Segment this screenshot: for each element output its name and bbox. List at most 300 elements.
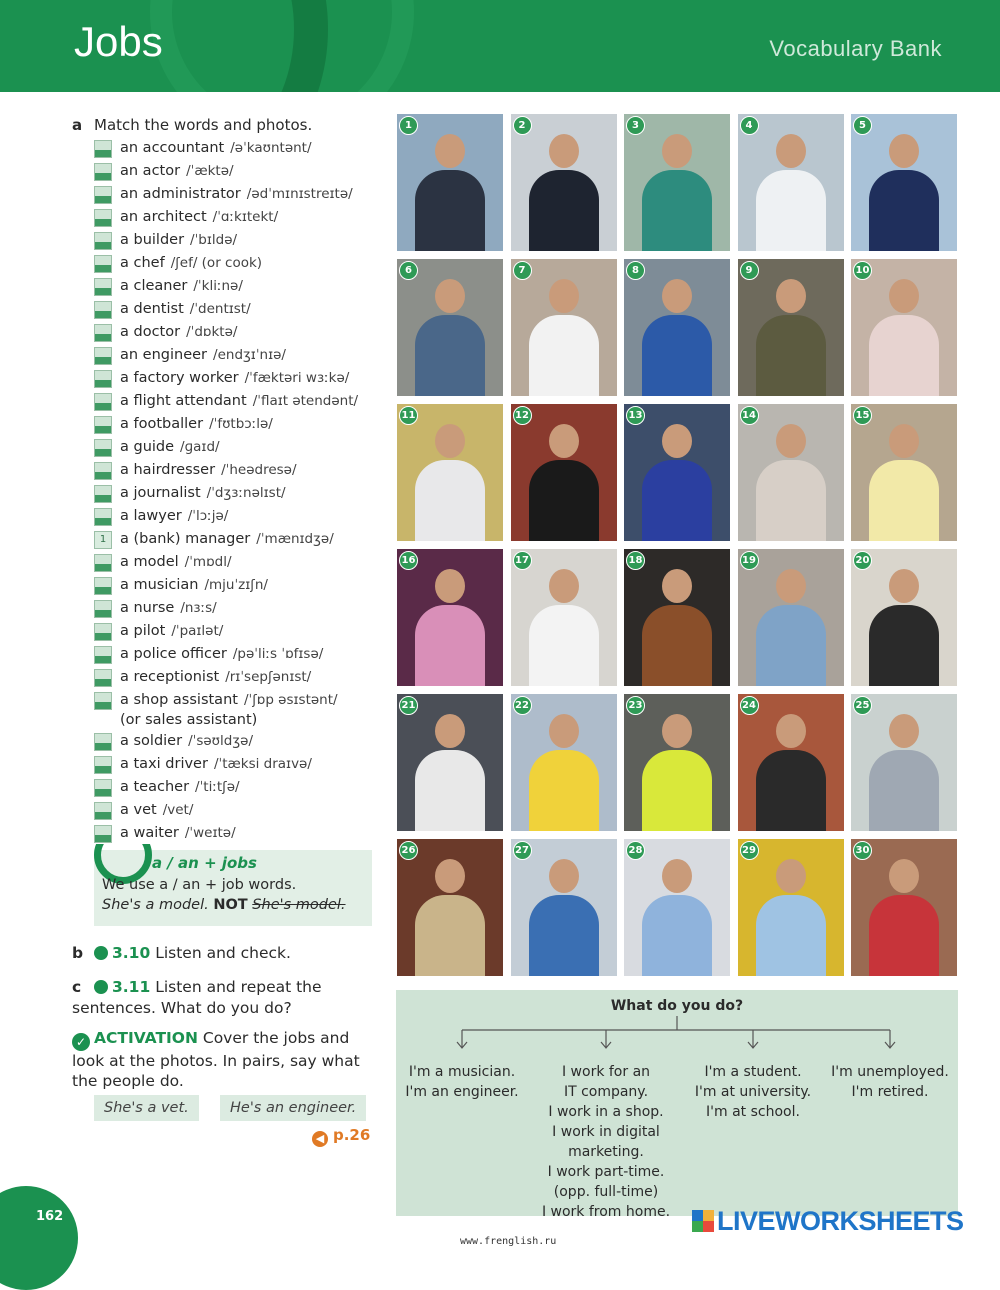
job-word: a footballer — [120, 416, 204, 432]
brand-name: LIVEWORKSHEETS — [717, 1206, 964, 1236]
speech-bubble: She's a vet. — [94, 1095, 199, 1121]
person-head — [662, 279, 692, 313]
example-sentence: I'm unemployed. — [831, 1064, 949, 1080]
answer-box[interactable] — [94, 393, 112, 411]
word-text — [120, 644, 323, 664]
word-item — [94, 368, 384, 391]
header-decoration — [150, 0, 414, 92]
answer-box[interactable] — [94, 508, 112, 526]
word-text — [120, 322, 237, 342]
job-photo[interactable] — [738, 259, 844, 396]
word-text — [120, 299, 251, 319]
phonetic: /ˈɑːkɪtekt/ — [212, 209, 279, 225]
person-body — [756, 170, 826, 251]
answer-box[interactable] — [94, 554, 112, 572]
word-item — [94, 754, 384, 777]
person-head — [549, 859, 579, 893]
tip-example-wrong: She's model. — [252, 897, 346, 913]
exercise-instruction: Match the words and photos. — [94, 116, 313, 134]
job-word: a builder — [120, 232, 185, 248]
word-item — [94, 598, 384, 621]
person-head — [435, 859, 465, 893]
photo-number: 4 — [740, 116, 759, 135]
photo-number: 13 — [626, 406, 645, 425]
person-head — [776, 859, 806, 893]
person-head — [776, 714, 806, 748]
activation-text: Cover the jobs and look at the photos. In pairs, say what the people do. — [72, 1029, 360, 1090]
job-photo[interactable] — [511, 404, 617, 541]
person-head — [889, 569, 919, 603]
exercise-letter: a — [72, 116, 83, 134]
person-body — [415, 605, 485, 686]
person-body — [756, 750, 826, 831]
word-text — [120, 529, 334, 549]
person-head — [889, 859, 919, 893]
job-word: a dentist — [120, 301, 184, 317]
section-label: Vocabulary Bank — [769, 36, 942, 61]
answer-box[interactable] — [94, 163, 112, 181]
job-photo[interactable] — [397, 839, 503, 976]
word-text — [120, 368, 349, 388]
answer-box[interactable]: 1 — [94, 531, 112, 549]
job-word: an accountant — [120, 140, 225, 156]
phonetic: /ˈbɪldə/ — [190, 232, 238, 248]
word-item — [94, 437, 384, 460]
person-head — [776, 569, 806, 603]
answer-box[interactable] — [94, 733, 112, 751]
person-head — [549, 134, 579, 168]
word-text — [120, 506, 228, 526]
example-sentence: marketing. — [568, 1144, 644, 1160]
answer-box[interactable] — [94, 600, 112, 618]
job-word: a shop assistant — [120, 692, 238, 708]
job-word: an engineer — [120, 347, 208, 363]
tip-example — [102, 897, 346, 913]
word-item — [94, 322, 384, 345]
word-list — [94, 138, 384, 846]
person-body — [642, 895, 712, 976]
person-head — [435, 424, 465, 458]
person-body — [529, 605, 599, 686]
phonetic: /rɪˈsepʃənɪst/ — [225, 669, 312, 685]
word-item — [94, 161, 384, 184]
job-photo[interactable] — [624, 549, 730, 686]
word-item — [94, 667, 384, 690]
job-word: a soldier — [120, 733, 183, 749]
track-number: 3.11 — [112, 978, 151, 996]
person-body — [869, 460, 939, 541]
photo-number: 5 — [853, 116, 872, 135]
job-photo[interactable] — [738, 404, 844, 541]
job-word: a guide — [120, 439, 175, 455]
answer-box[interactable] — [94, 623, 112, 641]
logo-icon — [692, 1210, 714, 1232]
answer-box[interactable] — [94, 577, 112, 595]
person-body — [756, 460, 826, 541]
person-body — [642, 750, 712, 831]
person-body — [756, 315, 826, 396]
person-head — [662, 424, 692, 458]
job-photo[interactable] — [624, 404, 730, 541]
person-head — [662, 134, 692, 168]
word-item — [94, 644, 384, 667]
person-head — [889, 134, 919, 168]
exercise-letter: c — [72, 978, 82, 996]
word-text — [120, 823, 236, 843]
phonetic: /ˈtæksi draɪvə/ — [213, 756, 312, 772]
word-item — [94, 345, 384, 368]
photo-number: 8 — [626, 261, 645, 280]
job-photo[interactable] — [624, 259, 730, 396]
job-photo[interactable] — [397, 549, 503, 686]
person-body — [415, 170, 485, 251]
page-header — [0, 0, 1000, 92]
answer-box[interactable] — [94, 347, 112, 365]
person-head — [549, 569, 579, 603]
answer-box[interactable] — [94, 186, 112, 204]
answer-box[interactable] — [94, 779, 112, 797]
person-body — [529, 170, 599, 251]
tip-title: a / an + jobs — [152, 854, 257, 872]
phonetic: /ˈmænɪdʒə/ — [256, 531, 334, 547]
page-reference-label: p.26 — [333, 1126, 371, 1144]
job-word: a doctor — [120, 324, 181, 340]
phonetic: /ˈtiːtʃə/ — [195, 779, 240, 795]
person-head — [662, 859, 692, 893]
person-head — [776, 134, 806, 168]
person-body — [756, 895, 826, 976]
photo-number: 3 — [626, 116, 645, 135]
word-text — [120, 800, 193, 820]
job-word: a musician — [120, 577, 199, 593]
answer-box[interactable] — [94, 692, 112, 710]
word-text — [120, 598, 217, 618]
phonetic: /ˈmɒdl/ — [184, 554, 232, 570]
source-url: www.frenglish.ru — [460, 1236, 557, 1247]
job-word: an architect — [120, 209, 207, 225]
exercise-c — [72, 977, 372, 1019]
photo-number: 7 — [513, 261, 532, 280]
answer-box[interactable] — [94, 416, 112, 434]
job-photo[interactable] — [851, 839, 957, 976]
person-head — [776, 424, 806, 458]
job-word: a lawyer — [120, 508, 182, 524]
exercise-letter: b — [72, 944, 84, 962]
arrow-left-icon: ◀ — [312, 1131, 328, 1147]
job-word: a teacher — [120, 779, 190, 795]
exercise-text: Listen and repeat the sentences. What do you do? — [72, 978, 322, 1017]
word-text — [120, 276, 243, 296]
photo-number: 22 — [513, 696, 532, 715]
audio-icon[interactable] — [94, 980, 108, 994]
photo-number: 21 — [399, 696, 418, 715]
answer-box[interactable] — [94, 462, 112, 480]
job-photo[interactable] — [851, 549, 957, 686]
example-sentence: I work in digital — [552, 1124, 660, 1140]
phonetic: /ˈdɒktə/ — [186, 324, 238, 340]
word-item — [94, 529, 384, 552]
photo-number: 19 — [740, 551, 759, 570]
job-photo[interactable] — [851, 404, 957, 541]
job-photo[interactable] — [511, 259, 617, 396]
speech-bubble: He's an engineer. — [220, 1095, 366, 1121]
photo-number: 18 — [626, 551, 645, 570]
job-photo[interactable] — [851, 114, 957, 251]
panel-column — [824, 1062, 956, 1102]
phonetic: /endʒɪˈnɪə/ — [213, 347, 286, 363]
example-sentence: IT company. — [563, 1084, 649, 1100]
phonetic: /ˈdentɪst/ — [189, 301, 251, 317]
word-text — [120, 575, 268, 595]
person-body — [642, 460, 712, 541]
job-word: a factory worker — [120, 370, 239, 386]
job-word: a model — [120, 554, 179, 570]
word-text — [120, 230, 237, 250]
job-word: a vet — [120, 802, 157, 818]
word-item — [94, 483, 384, 506]
word-item — [94, 414, 384, 437]
phonetic: /ˈæktə/ — [186, 163, 234, 179]
phonetic: /əˈkaʊntənt/ — [230, 140, 312, 156]
exercise-a-heading — [72, 116, 312, 134]
person-body — [415, 460, 485, 541]
person-head — [435, 279, 465, 313]
person-head — [435, 134, 465, 168]
job-photo[interactable] — [511, 694, 617, 831]
word-text — [120, 731, 253, 751]
answer-box[interactable] — [94, 802, 112, 820]
example-sentence: I work for an — [561, 1064, 651, 1080]
answer-box[interactable] — [94, 669, 112, 687]
word-text — [120, 777, 240, 797]
word-text — [120, 184, 353, 204]
word-item — [94, 276, 384, 299]
word-item — [94, 299, 384, 322]
phonetic: /ˈfʊtbɔːlə/ — [209, 416, 273, 432]
photo-number: 1 — [399, 116, 418, 135]
word-item — [94, 138, 384, 161]
photo-number: 30 — [853, 841, 872, 860]
photo-number: 10 — [853, 261, 872, 280]
photo-number: 11 — [399, 406, 418, 425]
what-do-you-do-panel — [396, 990, 958, 1220]
word-item — [94, 690, 384, 731]
example-sentence: I'm a student. — [704, 1064, 802, 1080]
phonetic: /ˈheədresə/ — [221, 462, 297, 478]
word-text — [120, 552, 232, 572]
person-body — [529, 750, 599, 831]
example-sentence: I'm retired. — [851, 1084, 929, 1100]
word-item — [94, 621, 384, 644]
phonetic: /ʃef/ (or cook) — [170, 255, 263, 271]
answer-box[interactable] — [94, 301, 112, 319]
person-body — [869, 315, 939, 396]
person-head — [549, 279, 579, 313]
photo-number: 25 — [853, 696, 872, 715]
photo-number: 26 — [399, 841, 418, 860]
job-word: a receptionist — [120, 669, 220, 685]
word-item — [94, 253, 384, 276]
person-body — [529, 460, 599, 541]
photo-number: 15 — [853, 406, 872, 425]
word-text — [120, 621, 223, 641]
panel-column — [684, 1062, 822, 1122]
word-item — [94, 777, 384, 800]
job-photo[interactable] — [511, 114, 617, 251]
checkmark-icon: ✓ — [72, 1033, 90, 1051]
photo-number: 12 — [513, 406, 532, 425]
phonetic: /ˈʃɒp əsɪstənt/ — [243, 692, 338, 708]
answer-box[interactable] — [94, 646, 112, 664]
job-photo[interactable] — [624, 114, 730, 251]
answer-box[interactable] — [94, 232, 112, 250]
person-body — [642, 315, 712, 396]
person-body — [869, 895, 939, 976]
job-photo[interactable] — [738, 839, 844, 976]
job-photo[interactable] — [851, 694, 957, 831]
job-word: a journalist — [120, 485, 201, 501]
job-word: a flight attendant — [120, 393, 247, 409]
page-title: Jobs — [74, 18, 163, 65]
answer-box[interactable] — [94, 370, 112, 388]
photo-number: 9 — [740, 261, 759, 280]
page-number: 162 — [36, 1209, 64, 1224]
person-body — [415, 315, 485, 396]
example-sentence: I work part-time. — [547, 1164, 665, 1180]
tip-example-correct: She's a model. — [102, 897, 214, 913]
panel-column — [530, 1062, 682, 1222]
person-head — [662, 569, 692, 603]
answer-box[interactable] — [94, 209, 112, 227]
word-text — [120, 754, 312, 774]
photo-number: 20 — [853, 551, 872, 570]
photo-number: 14 — [740, 406, 759, 425]
person-head — [889, 279, 919, 313]
phonetic: /ˈkliːnə/ — [193, 278, 243, 294]
answer-box[interactable] — [94, 140, 112, 158]
job-word: a police officer — [120, 646, 227, 662]
grammar-tip — [94, 850, 372, 926]
answer-box[interactable] — [94, 439, 112, 457]
word-item — [94, 391, 384, 414]
person-body — [869, 750, 939, 831]
word-text — [120, 138, 312, 158]
word-text — [120, 667, 311, 687]
page-reference[interactable] — [312, 1126, 370, 1147]
person-body — [869, 605, 939, 686]
word-text — [120, 690, 338, 730]
phonetic: /ˈpaɪlət/ — [171, 623, 224, 639]
job-word: a nurse — [120, 600, 175, 616]
word-text — [120, 391, 358, 411]
job-photo[interactable] — [851, 259, 957, 396]
phonetic: /ˈdʒɜːnəlɪst/ — [206, 485, 286, 501]
word-item — [94, 207, 384, 230]
job-photo[interactable] — [738, 114, 844, 251]
example-sentence: I'm at university. — [694, 1084, 812, 1100]
job-photo[interactable] — [511, 549, 617, 686]
job-photo[interactable] — [624, 694, 730, 831]
tip-not: NOT — [213, 897, 248, 913]
photo-number: 2 — [513, 116, 532, 135]
panel-title: What do you do? — [610, 998, 744, 1014]
job-photo[interactable] — [511, 839, 617, 976]
footer-decoration — [0, 1186, 78, 1290]
person-head — [435, 569, 465, 603]
person-head — [889, 714, 919, 748]
person-head — [435, 714, 465, 748]
person-body — [642, 170, 712, 251]
person-body — [869, 170, 939, 251]
job-photo[interactable] — [397, 404, 503, 541]
example-sentence: (opp. full-time) — [553, 1184, 659, 1200]
answer-box[interactable] — [94, 278, 112, 296]
liveworksheets-logo — [692, 1206, 964, 1237]
audio-icon[interactable] — [94, 946, 108, 960]
word-item — [94, 460, 384, 483]
word-text — [120, 253, 262, 273]
word-item — [94, 184, 384, 207]
word-text — [120, 414, 273, 434]
phonetic: /nɜːs/ — [180, 600, 217, 616]
word-text — [120, 483, 286, 503]
word-item — [94, 230, 384, 253]
job-photo[interactable] — [624, 839, 730, 976]
exercise-b — [72, 944, 291, 962]
answer-box[interactable] — [94, 825, 112, 843]
job-word: a pilot — [120, 623, 166, 639]
track-number: 3.10 — [112, 944, 151, 962]
person-body — [756, 605, 826, 686]
phonetic: /pəˈliːs ˈɒfɪsə/ — [232, 646, 324, 662]
example-sentence: I work in a shop. — [548, 1104, 664, 1120]
person-body — [415, 895, 485, 976]
example-sentence: I'm at school. — [706, 1104, 800, 1120]
word-text — [120, 207, 278, 227]
branch-lines — [396, 990, 958, 1060]
job-photo[interactable] — [738, 549, 844, 686]
person-body — [642, 605, 712, 686]
phonetic: /ɡaɪd/ — [180, 439, 220, 455]
exercise-text: Listen and check. — [155, 944, 291, 962]
example-sentence: I'm a musician. — [408, 1064, 516, 1080]
job-photo[interactable] — [397, 259, 503, 396]
answer-box[interactable] — [94, 255, 112, 273]
job-word: an administrator — [120, 186, 241, 202]
job-photo[interactable] — [397, 694, 503, 831]
word-extra: (or sales assistant) — [120, 712, 258, 728]
job-word: a chef — [120, 255, 165, 271]
answer-box[interactable] — [94, 324, 112, 342]
tip-rule: We use a / an + job words. — [102, 877, 297, 893]
photo-number: 24 — [740, 696, 759, 715]
person-head — [776, 279, 806, 313]
job-word: an actor — [120, 163, 181, 179]
answer-box[interactable] — [94, 485, 112, 503]
photo-number: 23 — [626, 696, 645, 715]
phonetic: /mjuˈzɪʃn/ — [204, 577, 268, 593]
answer-box[interactable] — [94, 756, 112, 774]
word-text — [120, 437, 220, 457]
job-word: a taxi driver — [120, 756, 208, 772]
panel-column — [396, 1062, 528, 1102]
person-head — [549, 714, 579, 748]
phonetic: /ˈweɪtə/ — [184, 825, 236, 841]
job-word: a hairdresser — [120, 462, 216, 478]
word-item — [94, 800, 384, 823]
job-photo[interactable] — [397, 114, 503, 251]
job-photo[interactable] — [738, 694, 844, 831]
